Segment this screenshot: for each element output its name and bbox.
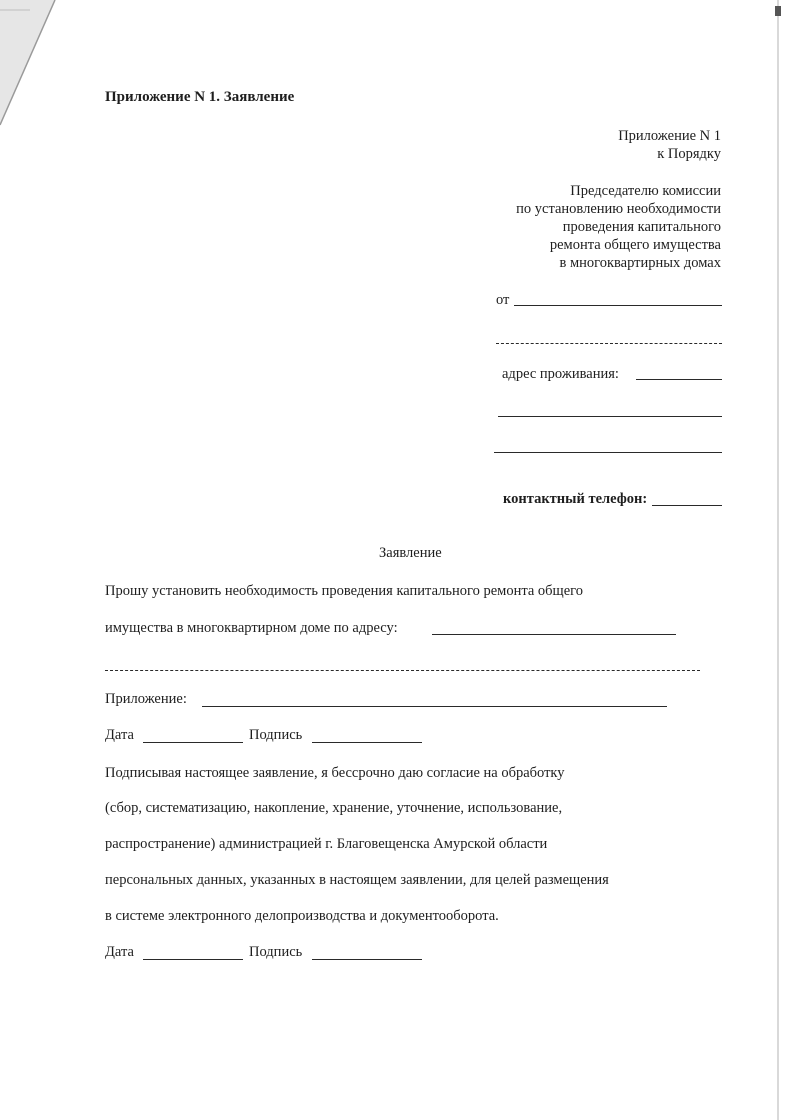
consent-line-4: персональных данных, указанных в настоящем заявлении, для целей размещения (105, 872, 609, 888)
folded-corner-mark (0, 0, 60, 140)
signature-label-2: Подпись (249, 944, 303, 960)
signature-field-1[interactable] (312, 727, 422, 743)
page-edge (777, 0, 779, 1120)
attachment-field[interactable] (202, 691, 667, 707)
body-line-1: Прошу установить необходимость проведения капитального ремонта общего (105, 583, 583, 599)
property-address-field[interactable] (432, 619, 676, 635)
page-heading: Приложение N 1. Заявление (105, 89, 295, 105)
addressee-line-4: ремонта общего имущества (549, 237, 721, 253)
attachment-label: Приложение: (105, 691, 187, 707)
consent-line-1: Подписывая настоящее заявление, я бессрочно даю согласие на обработку (105, 765, 565, 781)
statement-title: Заявление (379, 545, 442, 561)
appendix-reference (618, 127, 721, 163)
consent-line-2: (сбор, систематизацию, накопление, хранение, уточнение, использование, (105, 800, 563, 816)
date-label-1: Дата (105, 727, 134, 743)
addressee-line-3: проведения капитального (562, 219, 721, 235)
from-field[interactable] (514, 290, 722, 306)
property-address-field-line-2[interactable] (105, 655, 700, 671)
phone-field[interactable] (652, 490, 722, 506)
phone-label: контактный телефон: (503, 491, 648, 507)
address-label: адрес проживания: (502, 366, 619, 382)
address-field-line-3[interactable] (494, 437, 722, 453)
addressee-line-5: в многоквартирных домах (559, 255, 721, 271)
date-field-1[interactable] (143, 727, 243, 743)
addressee-line-1: Председателю комиссии (570, 183, 721, 199)
addressee-line-2: по установлению необходимости (516, 201, 721, 217)
from-field-continued[interactable] (496, 328, 722, 344)
addressee-block (516, 182, 721, 272)
scan-mark (775, 6, 781, 16)
body-line-2: имущества в многоквартирном доме по адресу: (105, 620, 398, 636)
appendix-line-2: к Порядку (657, 146, 721, 162)
from-label: от (496, 292, 510, 308)
address-field-line-2[interactable] (498, 401, 722, 417)
date-field-2[interactable] (143, 944, 243, 960)
date-label-2: Дата (105, 944, 134, 960)
consent-line-5: в системе электронного делопроизводства и документооборота. (105, 908, 499, 924)
consent-line-3: распространение) администрацией г. Благовещенска Амурской области (105, 836, 548, 852)
signature-field-2[interactable] (312, 944, 422, 960)
signature-label-1: Подпись (249, 727, 303, 743)
appendix-line-1: Приложение N 1 (618, 128, 721, 144)
address-field[interactable] (636, 364, 722, 380)
